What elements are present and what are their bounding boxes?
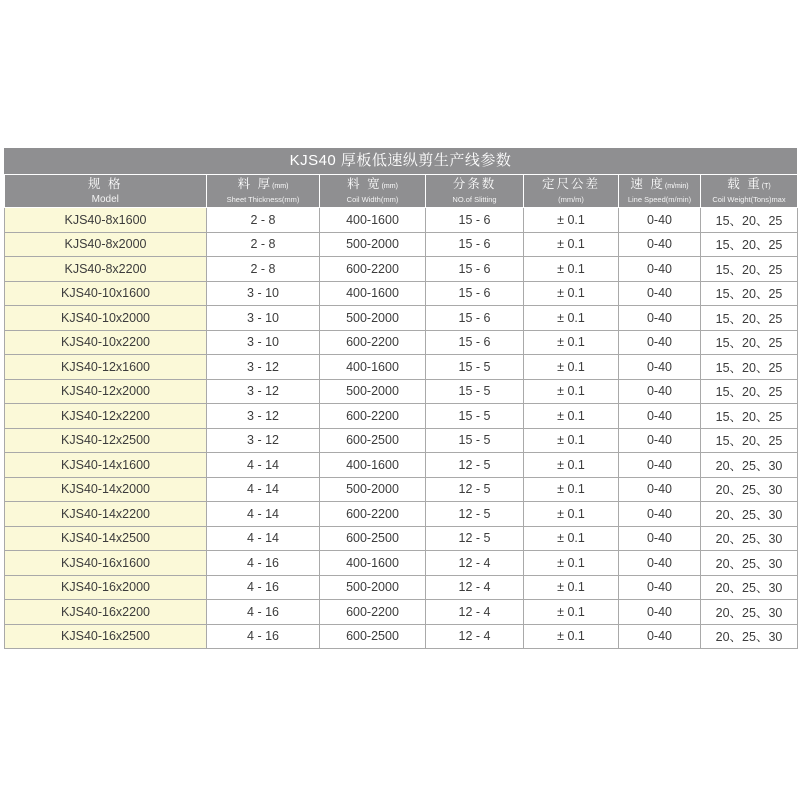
cell-slitting-count: 15 - 5	[426, 428, 524, 453]
spec-table	[4, 175, 798, 649]
cell-line-speed: 0-40	[619, 477, 701, 502]
table-row	[5, 257, 798, 282]
cell-length-tolerance: ± 0.1	[524, 257, 619, 282]
table-title: KJS40 厚板低速纵剪生产线参数	[4, 148, 797, 175]
column-header-en: Sheet Thickness(mm)	[226, 195, 300, 204]
table-row	[5, 502, 798, 527]
cell-slitting-count: 15 - 6	[426, 232, 524, 257]
cell-slitting-count: 12 - 4	[426, 624, 524, 649]
cell-coil-width: 600-2200	[320, 502, 426, 527]
cell-length-tolerance: ± 0.1	[524, 281, 619, 306]
cell-coil-weight: 15、20、25	[701, 208, 798, 233]
cell-sheet-thickness: 3 - 10	[207, 281, 320, 306]
cell-model: KJS40-14x2200	[5, 502, 207, 527]
cell-model: KJS40-16x2200	[5, 600, 207, 625]
cell-coil-weight: 20、25、30	[701, 526, 798, 551]
cell-model: KJS40-12x2500	[5, 428, 207, 453]
cell-slitting-count: 15 - 5	[426, 404, 524, 429]
column-header-sheet-thickness	[207, 175, 320, 208]
cell-line-speed: 0-40	[619, 600, 701, 625]
column-header-unit: (T)	[761, 183, 771, 190]
cell-coil-width: 500-2000	[320, 477, 426, 502]
cell-coil-width: 400-1600	[320, 551, 426, 576]
cell-model: KJS40-16x2000	[5, 575, 207, 600]
column-header-zh	[320, 177, 425, 194]
table-row	[5, 526, 798, 551]
table-row	[5, 232, 798, 257]
cell-coil-weight: 15、20、25	[701, 379, 798, 404]
cell-coil-weight: 20、25、30	[701, 575, 798, 600]
cell-sheet-thickness: 4 - 14	[207, 502, 320, 527]
cell-coil-weight: 20、25、30	[701, 551, 798, 576]
cell-slitting-count: 15 - 6	[426, 281, 524, 306]
cell-length-tolerance: ± 0.1	[524, 575, 619, 600]
cell-model: KJS40-16x2500	[5, 624, 207, 649]
table-row	[5, 551, 798, 576]
cell-length-tolerance: ± 0.1	[524, 379, 619, 404]
table-row	[5, 281, 798, 306]
cell-length-tolerance: ± 0.1	[524, 453, 619, 478]
column-header-line-speed	[619, 175, 701, 208]
column-header-zh	[5, 177, 207, 194]
cell-coil-width: 600-2200	[320, 404, 426, 429]
cell-slitting-count: 15 - 6	[426, 208, 524, 233]
cell-coil-weight: 20、25、30	[701, 624, 798, 649]
cell-slitting-count: 15 - 5	[426, 355, 524, 380]
cell-line-speed: 0-40	[619, 379, 701, 404]
cell-coil-weight: 20、25、30	[701, 477, 798, 502]
cell-model: KJS40-14x2500	[5, 526, 207, 551]
cell-coil-weight: 15、20、25	[701, 428, 798, 453]
cell-coil-width: 500-2000	[320, 306, 426, 331]
cell-length-tolerance: ± 0.1	[524, 355, 619, 380]
cell-sheet-thickness: 3 - 10	[207, 330, 320, 355]
cell-length-tolerance: ± 0.1	[524, 551, 619, 576]
cell-line-speed: 0-40	[619, 624, 701, 649]
cell-length-tolerance: ± 0.1	[524, 330, 619, 355]
cell-model: KJS40-12x1600	[5, 355, 207, 380]
cell-line-speed: 0-40	[619, 428, 701, 453]
cell-length-tolerance: ± 0.1	[524, 526, 619, 551]
column-header-slitting-count	[426, 175, 524, 208]
table-row	[5, 453, 798, 478]
cell-coil-weight: 15、20、25	[701, 281, 798, 306]
cell-line-speed: 0-40	[619, 330, 701, 355]
cell-sheet-thickness: 2 - 8	[207, 232, 320, 257]
table-row	[5, 330, 798, 355]
cell-slitting-count: 12 - 5	[426, 477, 524, 502]
cell-sheet-thickness: 2 - 8	[207, 257, 320, 282]
column-header-zh-text: 分条数	[452, 177, 497, 191]
cell-sheet-thickness: 4 - 14	[207, 453, 320, 478]
cell-coil-width: 500-2000	[320, 379, 426, 404]
column-header-en: (mm/m)	[558, 195, 584, 204]
column-header-en: Coil Width(mm)	[346, 195, 399, 204]
column-header-zh	[701, 177, 797, 194]
column-header-zh	[426, 177, 523, 194]
cell-length-tolerance: ± 0.1	[524, 208, 619, 233]
cell-coil-width: 400-1600	[320, 281, 426, 306]
cell-slitting-count: 15 - 6	[426, 306, 524, 331]
cell-coil-weight: 15、20、25	[701, 257, 798, 282]
cell-length-tolerance: ± 0.1	[524, 600, 619, 625]
column-header-zh-text: 速 度	[630, 177, 665, 191]
table-row	[5, 379, 798, 404]
cell-slitting-count: 12 - 4	[426, 600, 524, 625]
cell-line-speed: 0-40	[619, 281, 701, 306]
cell-coil-width: 600-2200	[320, 330, 426, 355]
cell-line-speed: 0-40	[619, 551, 701, 576]
cell-sheet-thickness: 3 - 12	[207, 404, 320, 429]
table-row	[5, 306, 798, 331]
cell-sheet-thickness: 3 - 12	[207, 355, 320, 380]
column-header-en: Model	[91, 194, 119, 205]
cell-sheet-thickness: 3 - 10	[207, 306, 320, 331]
cell-slitting-count: 15 - 6	[426, 330, 524, 355]
cell-coil-width: 600-2500	[320, 624, 426, 649]
cell-sheet-thickness: 4 - 14	[207, 477, 320, 502]
table-row	[5, 600, 798, 625]
table-row	[5, 355, 798, 380]
cell-model: KJS40-10x2000	[5, 306, 207, 331]
cell-sheet-thickness: 2 - 8	[207, 208, 320, 233]
cell-model: KJS40-12x2200	[5, 404, 207, 429]
column-header-zh-text: 料 宽	[347, 177, 382, 191]
table-row	[5, 404, 798, 429]
table-row	[5, 477, 798, 502]
cell-line-speed: 0-40	[619, 526, 701, 551]
cell-line-speed: 0-40	[619, 208, 701, 233]
cell-length-tolerance: ± 0.1	[524, 624, 619, 649]
cell-coil-weight: 15、20、25	[701, 330, 798, 355]
cell-coil-weight: 20、25、30	[701, 600, 798, 625]
cell-coil-width: 600-2200	[320, 257, 426, 282]
cell-slitting-count: 12 - 5	[426, 453, 524, 478]
column-header-en: Coil Weight(Tons)max	[712, 195, 786, 204]
column-header-en: NO.of Slitting	[452, 195, 497, 204]
spec-sheet	[4, 148, 797, 649]
cell-length-tolerance: ± 0.1	[524, 477, 619, 502]
cell-length-tolerance: ± 0.1	[524, 502, 619, 527]
cell-coil-width: 600-2200	[320, 600, 426, 625]
cell-model: KJS40-8x2000	[5, 232, 207, 257]
cell-model: KJS40-14x2000	[5, 477, 207, 502]
column-header-model	[5, 175, 207, 208]
cell-sheet-thickness: 3 - 12	[207, 379, 320, 404]
table-row	[5, 624, 798, 649]
cell-coil-width: 600-2500	[320, 428, 426, 453]
cell-model: KJS40-10x2200	[5, 330, 207, 355]
column-header-en: Line Speed(m/min)	[627, 195, 692, 204]
cell-sheet-thickness: 3 - 12	[207, 428, 320, 453]
cell-model: KJS40-14x1600	[5, 453, 207, 478]
cell-coil-width: 500-2000	[320, 575, 426, 600]
cell-slitting-count: 15 - 5	[426, 379, 524, 404]
cell-length-tolerance: ± 0.1	[524, 232, 619, 257]
cell-coil-weight: 15、20、25	[701, 306, 798, 331]
table-row	[5, 208, 798, 233]
cell-line-speed: 0-40	[619, 232, 701, 257]
table-row	[5, 575, 798, 600]
cell-coil-weight: 20、25、30	[701, 502, 798, 527]
column-header-length-tolerance	[524, 175, 619, 208]
column-header-zh	[619, 177, 700, 194]
cell-coil-width: 400-1600	[320, 355, 426, 380]
cell-sheet-thickness: 4 - 16	[207, 551, 320, 576]
cell-sheet-thickness: 4 - 16	[207, 600, 320, 625]
cell-coil-width: 400-1600	[320, 453, 426, 478]
column-header-zh-text: 料 厚	[237, 177, 273, 191]
cell-line-speed: 0-40	[619, 257, 701, 282]
cell-model: KJS40-8x2200	[5, 257, 207, 282]
cell-line-speed: 0-40	[619, 306, 701, 331]
cell-coil-weight: 20、25、30	[701, 453, 798, 478]
cell-model: KJS40-12x2000	[5, 379, 207, 404]
cell-coil-width: 500-2000	[320, 232, 426, 257]
cell-model: KJS40-10x1600	[5, 281, 207, 306]
column-header-unit: (m/min)	[664, 183, 689, 190]
cell-slitting-count: 12 - 5	[426, 526, 524, 551]
header-row	[5, 175, 798, 208]
cell-sheet-thickness: 4 - 14	[207, 526, 320, 551]
column-header-zh-text: 定尺公差	[541, 177, 600, 191]
cell-coil-weight: 15、20、25	[701, 404, 798, 429]
column-header-zh-text: 规 格	[88, 177, 123, 191]
cell-coil-weight: 15、20、25	[701, 355, 798, 380]
column-header-unit: (mm)	[272, 183, 289, 190]
column-header-coil-weight	[701, 175, 798, 208]
cell-sheet-thickness: 4 - 16	[207, 624, 320, 649]
cell-slitting-count: 12 - 4	[426, 575, 524, 600]
table-row	[5, 428, 798, 453]
column-header-zh	[207, 177, 319, 194]
cell-coil-width: 400-1600	[320, 208, 426, 233]
column-header-unit: (mm)	[381, 183, 398, 190]
cell-slitting-count: 12 - 4	[426, 551, 524, 576]
cell-model: KJS40-8x1600	[5, 208, 207, 233]
cell-slitting-count: 15 - 6	[426, 257, 524, 282]
column-header-zh	[524, 177, 618, 194]
cell-length-tolerance: ± 0.1	[524, 428, 619, 453]
cell-line-speed: 0-40	[619, 453, 701, 478]
column-header-zh-text: 载 重	[727, 177, 762, 191]
cell-line-speed: 0-40	[619, 355, 701, 380]
cell-model: KJS40-16x1600	[5, 551, 207, 576]
cell-line-speed: 0-40	[619, 502, 701, 527]
cell-line-speed: 0-40	[619, 575, 701, 600]
table-body	[5, 208, 798, 649]
cell-length-tolerance: ± 0.1	[524, 404, 619, 429]
cell-length-tolerance: ± 0.1	[524, 306, 619, 331]
column-header-coil-width	[320, 175, 426, 208]
cell-sheet-thickness: 4 - 16	[207, 575, 320, 600]
cell-coil-weight: 15、20、25	[701, 232, 798, 257]
cell-slitting-count: 12 - 5	[426, 502, 524, 527]
cell-coil-width: 600-2500	[320, 526, 426, 551]
cell-line-speed: 0-40	[619, 404, 701, 429]
